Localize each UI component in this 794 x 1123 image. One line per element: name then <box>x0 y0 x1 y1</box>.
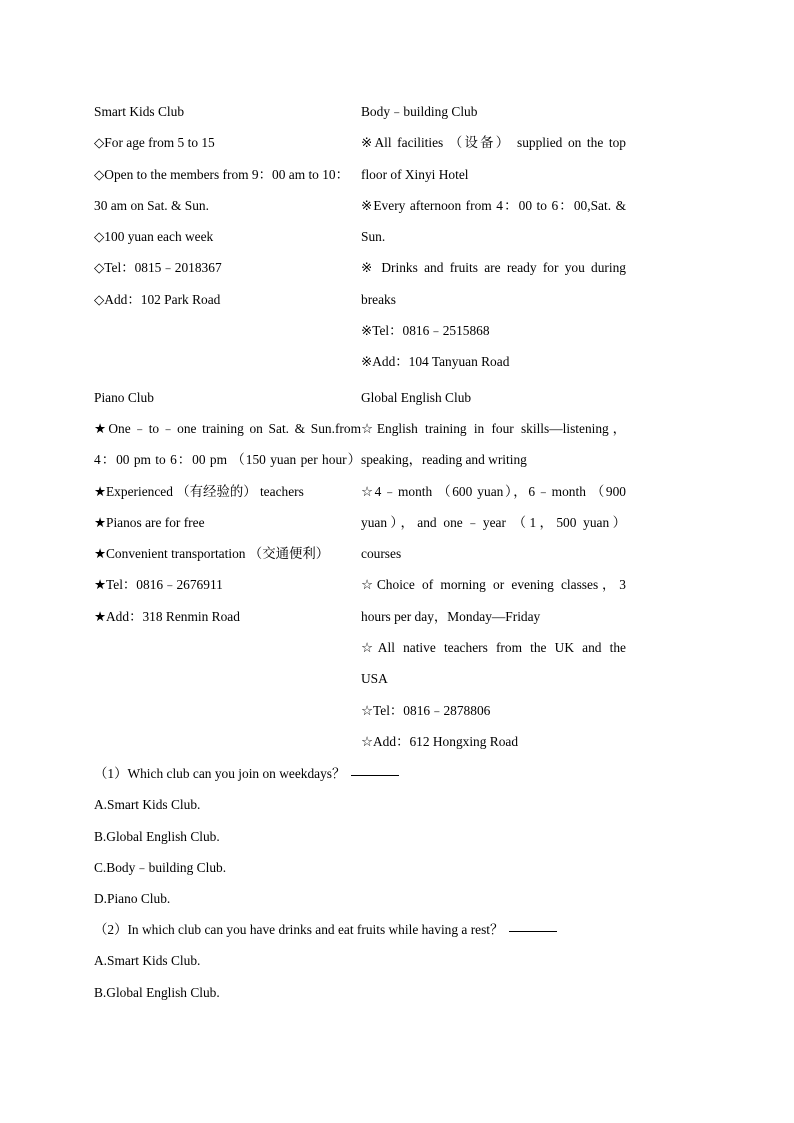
answer-blank <box>509 930 557 932</box>
club-title: Smart Kids Club <box>94 104 185 119</box>
question-option: A.Smart Kids Club. <box>94 797 201 813</box>
club-line: ☆All native teachers from the UK and the <box>361 640 626 656</box>
club-line: hours per day，Monday—Friday <box>361 608 541 624</box>
club-line: ☆Add：612 Hongxing Road <box>361 733 519 749</box>
club-line: ☆Choice of morning or evening classes，3 <box>361 577 626 593</box>
club-line: ★One﹣to﹣one training on Sat. & Sun.from <box>94 420 361 436</box>
club-cell-body-building <box>361 96 626 378</box>
club-line: ★Convenient transportation （交通便利） <box>94 546 330 562</box>
question-option: C.Body﹣building Club. <box>94 859 227 875</box>
club-title: Piano Club <box>94 389 154 405</box>
club-line: ※All facilities （设备） supplied on the top <box>361 135 626 151</box>
club-line: ◇Open to the members from 9：00 am to 10： <box>94 166 350 182</box>
club-line: ★Experienced （有经验的） teachers <box>94 483 304 499</box>
club-line: ◇100 yuan each week <box>94 229 214 245</box>
club-line: ☆Tel：0816﹣2878806 <box>361 702 491 718</box>
club-line: floor of Xinyi Hotel <box>361 166 469 182</box>
club-line: ★Add：318 Renmin Road <box>94 608 240 624</box>
club-line: yuan），and one﹣year （1，500 yuan） <box>361 514 626 530</box>
club-line: speaking，reading and writing <box>361 452 527 468</box>
club-line: ◇Add：102 Park Road <box>94 291 221 307</box>
club-line: ◇Tel：0815﹣2018367 <box>94 260 222 276</box>
club-cell-piano <box>94 382 361 758</box>
question-stem: （1）Which club can you join on weekdays？ <box>94 758 626 789</box>
club-line: ※Add：104 Tanyuan Road <box>361 354 510 370</box>
club-line: Sun. <box>361 229 386 245</box>
club-line: courses <box>361 546 402 562</box>
club-line: ※Tel：0816﹣2515868 <box>361 323 490 339</box>
club-cell-global-english <box>361 382 626 758</box>
club-title: Global English Club <box>361 389 472 405</box>
club-line: ☆English training in four skills—listening， <box>361 420 626 436</box>
club-line: ◇For age from 5 to 15 <box>94 135 215 151</box>
club-line: 4：00 pm to 6：00 pm （150 yuan per hour） <box>94 452 361 468</box>
club-line: ★Pianos are for free <box>94 514 205 530</box>
club-line: breaks <box>361 291 396 307</box>
club-line: ※ Drinks and fruits are ready for you during <box>361 260 626 276</box>
club-line: 30 am on Sat. & Sun. <box>94 197 209 213</box>
question-option: B.Global English Club. <box>94 984 220 1000</box>
question-option: B.Global English Club. <box>94 828 220 844</box>
question-stem: （2）In which club can you have drinks and eat fruits while having a rest？ <box>94 914 626 945</box>
question-option: A.Smart Kids Club. <box>94 953 201 969</box>
club-title: Body﹣building Club <box>361 104 478 119</box>
club-line: ☆4﹣month （600 yuan），6﹣month （900 <box>361 483 626 499</box>
club-line: ★Tel：0816﹣2676911 <box>94 577 223 593</box>
club-line: USA <box>361 671 388 687</box>
club-line: ※Every afternoon from 4：00 to 6：00,Sat. & <box>361 197 626 213</box>
clubs-table <box>94 96 626 757</box>
questions-section <box>94 758 626 1008</box>
question-option: D.Piano Club. <box>94 890 171 906</box>
club-cell-smart-kids <box>94 96 361 378</box>
document-page <box>94 96 626 1008</box>
answer-blank <box>351 774 399 776</box>
